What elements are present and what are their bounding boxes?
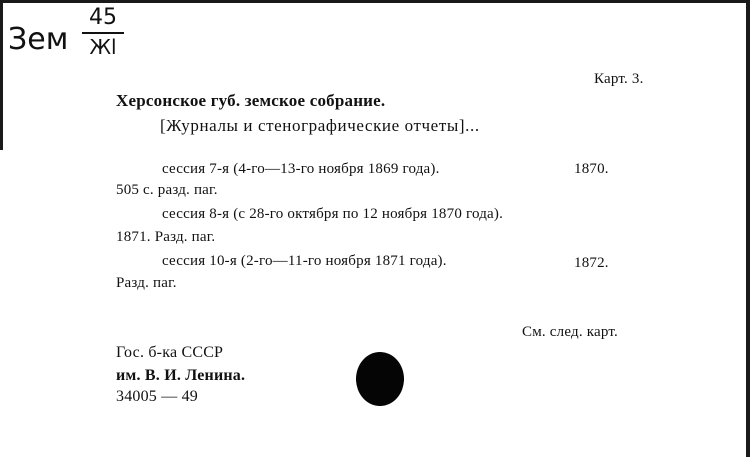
entry-3-session: сессия 10-я (2-го—11-го ноября 1871 года). xyxy=(162,253,447,269)
card-title: Херсонское губ. земское собрание. xyxy=(116,91,386,110)
entry-3-pagination: Разд. паг. xyxy=(116,275,177,291)
card-top-edge xyxy=(0,0,750,3)
card-left-edge xyxy=(0,0,3,150)
library-name-line2: им. В. И. Ленина. xyxy=(116,367,246,384)
fraction-bar xyxy=(82,32,124,34)
handwritten-shelf-prefix: Зем xyxy=(8,22,69,57)
shelf-number-top: 45 xyxy=(89,5,117,30)
entry-1-year: 1870. xyxy=(574,161,609,177)
entry-3-year: 1872. xyxy=(574,255,609,271)
shelf-number-bottom: Жl xyxy=(89,35,117,59)
see-next-card: См. след. карт. xyxy=(522,324,618,340)
library-name: Гос. б-ка СССР xyxy=(116,344,224,361)
entry-2-pagination: 1871. Разд. паг. xyxy=(116,229,216,245)
card-subtitle: [Журналы и стенографические отчеты]... xyxy=(160,116,480,135)
library-print-number: 34005 — 49 xyxy=(116,388,198,405)
entry-1-session: сессия 7-я (4-го—13-го ноября 1869 года). xyxy=(162,161,440,177)
punch-hole xyxy=(356,352,404,406)
card-number: Карт. 3. xyxy=(594,71,644,87)
handwritten-shelf-number xyxy=(78,6,128,58)
entry-1-pagination: 505 с. разд. паг. xyxy=(116,182,218,198)
card-right-edge xyxy=(746,0,750,457)
entry-2-session: сессия 8-я (с 28-го октября по 12 ноября 1870 года). xyxy=(162,206,504,222)
